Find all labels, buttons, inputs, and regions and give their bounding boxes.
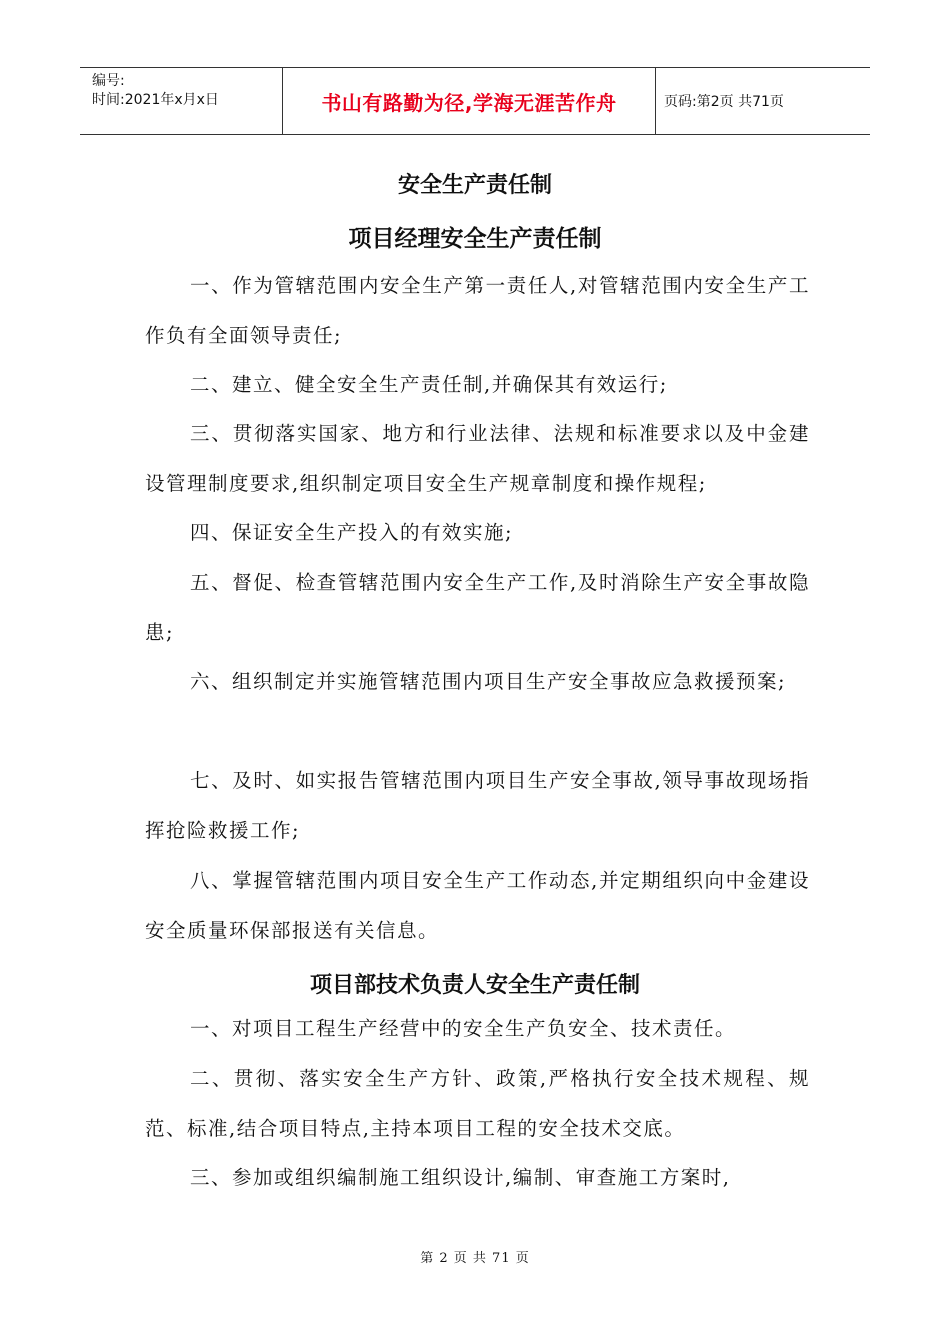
section-1-item-5: 五、督促、检查管辖范围内安全生产工作,及时消除生产安全事故隐患; [145,571,810,644]
time-label: 时间:2021年x月x日 [92,92,219,108]
section-1-item-8: 八、掌握管辖范围内项目安全生产工作动态,并定期组织向中金建设安全质量环保部报送有关信息。 [145,869,810,942]
section-1-item-2: 二、建立、健全安全生产责任制,并确保其有效运行; [190,373,668,396]
section-1-item-7: 七、及时、如实报告管辖范围内项目生产安全事故,领导事故现场指挥抢险救援工作; [145,769,810,842]
section-2-item-2: 二、贯彻、落实安全生产方针、政策,严格执行安全技术规程、规范、标准,结合项目特点,主持本项目工程的安全技术交底。 [145,1067,810,1140]
section-2-title: 项目部技术负责人安全生产责任制 [309,973,640,998]
document-title: 安全生产责任制 [397,173,552,198]
section-1-title: 项目经理安全生产责任制 [348,226,602,252]
header-page-cell [656,68,870,134]
section-1-item-6: 六、组织制定并实施管辖范围内项目生产安全事故应急救援预案; [190,670,787,693]
motto-text: 书山有路勤为径,学海无涯苦作舟 [321,90,617,115]
page-footer: 第 2 页 共 71 页 [420,1251,530,1266]
page-info: 页码:第2页 共71页 [664,94,784,110]
section-1-item-1: 一、作为管辖范围内安全生产第一责任人,对管辖范围内安全生产工作负有全面领导责任; [145,274,810,347]
section-2-item-3: 三、参加或组织编制施工组织设计,编制、审查施工方案时, [190,1166,731,1189]
section-1-item-3: 三、贯彻落实国家、地方和行业法律、法规和标准要求以及中金建设管理制度要求,组织制定项目安全生产规章制度和操作规程; [145,422,810,495]
header-motto-cell [283,68,656,134]
number-label: 编号: [92,73,125,89]
section-1-item-4: 四、保证安全生产投入的有效实施; [190,521,514,544]
page-header [80,67,870,135]
header-meta-cell [80,68,283,134]
section-2-item-1: 一、对项目工程生产经营中的安全生产负安全、技术责任。 [190,1017,737,1040]
